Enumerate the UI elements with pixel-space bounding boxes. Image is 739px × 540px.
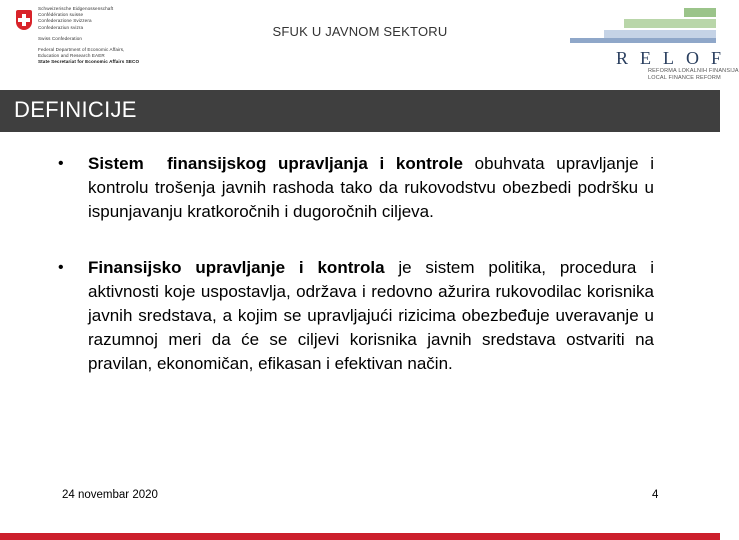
relof-green-bar [684, 8, 716, 17]
footer-date: 24 novembar 2020 [62, 489, 158, 501]
definition-paragraph [88, 152, 654, 224]
bullet-icon: • [58, 259, 64, 276]
org-line: Schweizerische Eidgenossenschaft [38, 6, 114, 11]
definition-text: je sistem politika, procedura i aktivnosti koje uspostavlja, održava i redovno ažurira rukovodilac korisnika javnih sredstava, a kojim se upravljajući rizicima obezbeđuje uveravanje u razumnoj meri da će se ciljevi korisnika javnih sredstava ostvariti na pravilan, ekonomičan, efikasan i efektivan način. [88, 258, 654, 373]
header-title: SFUK U JAVNOM SEKTORU [272, 24, 448, 39]
relof-blue-bar [570, 38, 716, 43]
bottom-accent-bar [0, 533, 720, 540]
list-item [58, 152, 654, 224]
relof-wordmark: RELOF [616, 48, 734, 68]
definition-term: Finansijsko upravljanje i kontrola [88, 258, 385, 277]
relof-subtitle: LOCAL FINANCE REFORM [648, 75, 721, 81]
page-title: DEFINICIJE [14, 97, 137, 122]
bullet-icon: • [58, 155, 64, 172]
list-item [58, 256, 654, 376]
org-line: Confederazione Svizzera [38, 18, 92, 24]
org-swiss-line: Swiss Confederation [38, 35, 83, 41]
org-line: Education and Research EAER [38, 53, 105, 59]
page-number: 4 [652, 489, 659, 501]
definitions-list [58, 152, 654, 408]
org-line: Confederaziun svizra [38, 24, 84, 30]
relof-logo [560, 4, 739, 84]
relof-subtitle: REFORMA LOKALNIH FINANSIJA [648, 68, 739, 74]
definition-term: Sistem finansijskog upravljanja i kontrole [88, 154, 463, 173]
swiss-confederation-logo [16, 6, 166, 86]
definition-text: obuhvata upravljanje i kontrolu trošenja javnih rashoda tako da rukovodstvu obezbedi podršku u ispunjavanju kratkoročnih i dugoročnih ciljeva. [88, 154, 655, 221]
relof-green-bar [624, 19, 716, 28]
section-banner [0, 90, 720, 132]
org-seco-line: State Secretariat for Economic Affairs SECO [38, 59, 140, 65]
org-line: Confédération suisse [38, 12, 84, 18]
org-line: Federal Department of Economic Affairs, [38, 47, 125, 53]
definition-paragraph [88, 256, 654, 376]
